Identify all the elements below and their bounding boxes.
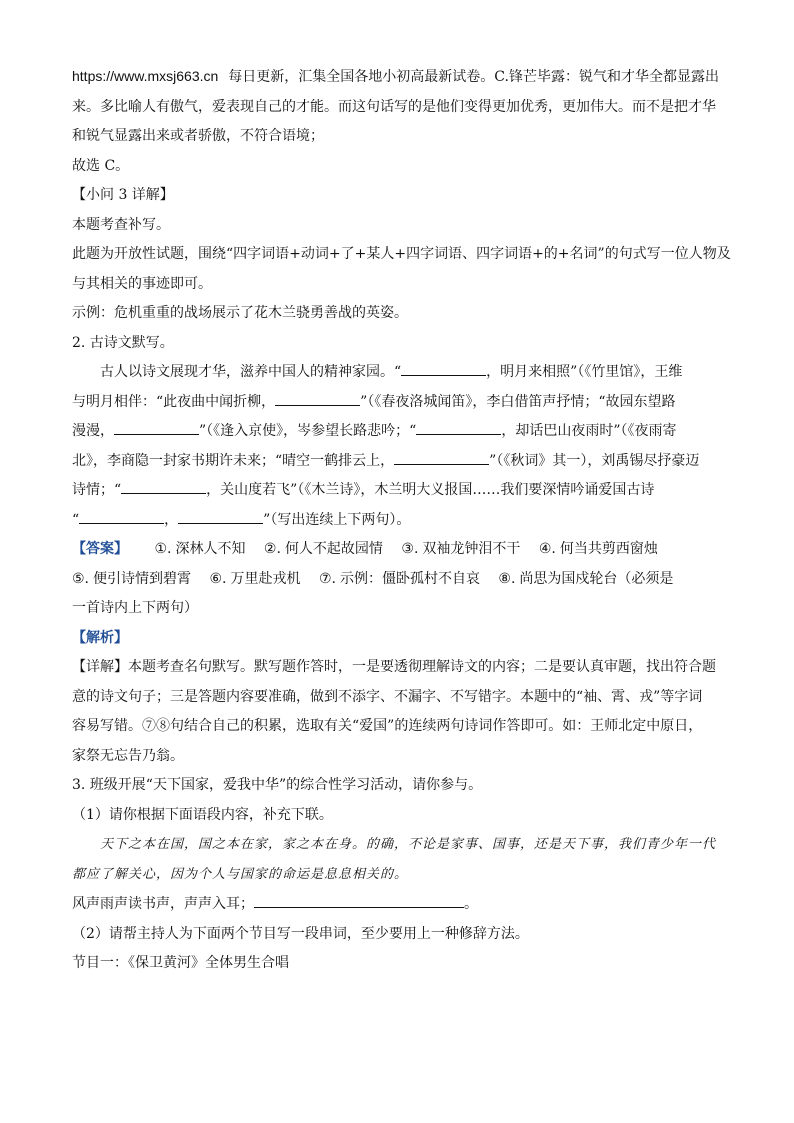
q3-desc-1: 此题为开放性试题，围绕“四字词语+动词+了+某人+四字词语、四字词语+的+名词”的句式写一位人物及 [72, 246, 731, 262]
answer-number: ④. [538, 541, 556, 557]
document-page [72, 62, 732, 979]
answer-item-4 [539, 535, 658, 565]
poem-text: ”（《逢入京使》，岑参望长路悲吟；“ [199, 423, 417, 439]
answer-number: ⑦. [318, 570, 336, 587]
answer-row-1 [72, 535, 732, 565]
poem-text: “ [72, 511, 80, 528]
poem-text: 古人以诗文展现才华，滋养中国人的精神家园。“ [100, 364, 402, 380]
section-3-q2: （2）请帮主持人为下面两个节目写一段串词，至少要用上一种修辞方法。 [72, 925, 529, 942]
poem-para-line-1 [72, 358, 732, 388]
answer-text: 何人不起故园情 [284, 541, 383, 557]
poem-text: 漫漫， [72, 423, 114, 439]
poem-para-line-6 [72, 506, 732, 536]
poem-para-line-5 [72, 476, 732, 506]
poem-text: 诗情；“ [72, 482, 122, 498]
answer-number: ②. [263, 541, 281, 557]
answer-number: ①. [154, 541, 172, 557]
answer-text: 深林人不知 [175, 541, 246, 557]
quote-line-1: 天下之本在国，国之本在家，家之本在身。的确，不论是家事、国事，还是天下事，我们青少年一代 [100, 837, 717, 852]
poem-para-line-2 [72, 388, 732, 418]
answer-number: ③. [401, 541, 419, 557]
header-line-3: 和锐气显露出来或者骄傲，不符合语境； [72, 128, 324, 144]
poem-text: ，明月来相照”（《竹里馆》，王维 [486, 364, 683, 380]
answer-blank-4[interactable] [416, 420, 501, 435]
poem-text: 北》，李商隐一封家书期许未来；“晴空一鹤排云上， [72, 452, 395, 469]
answer-item-5 [72, 565, 191, 595]
couplet-blank[interactable] [254, 893, 464, 908]
answer-item-2 [264, 535, 383, 565]
answer-text: 示例：僵卧孤村不自哀 [339, 570, 480, 587]
answer-blank-8[interactable] [178, 509, 263, 524]
answer-tag: 【答案】 [72, 541, 128, 557]
answer-blank-5[interactable] [394, 450, 489, 465]
poem-para-line-4 [72, 447, 732, 477]
answer-item-8 [498, 565, 673, 595]
analysis-line-3: 容易写错。⑦⑧句结合自己的积累，选取有关“爱国”的连续两句诗词作答即可。如：王师北定中原日， [72, 718, 703, 734]
program-1: 节目一：《保卫黄河》全体男生合唱 [72, 955, 289, 971]
analysis-line-2: 意的诗文句子；三是答题内容要准确，做到不添字、不漏字、不写错字。本题中的“袖、霄、戎”等字词 [72, 688, 703, 705]
q3-topic: 本题考查补写。 [72, 216, 170, 233]
answer-item-1 [154, 535, 245, 565]
poem-para-line-3 [72, 417, 732, 447]
answer-blank-7[interactable] [79, 509, 164, 524]
poem-text: 与明月相伴：“此夜曲中闻折柳， [72, 393, 276, 410]
answer-text: 便引诗情到碧霄 [93, 570, 192, 587]
answer-blank-3[interactable] [114, 420, 199, 435]
q3-desc-2: 与其相关的事迹即可。 [72, 275, 212, 292]
answer-item-3 [401, 535, 520, 565]
poem-text: ，却话巴山夜雨时”（《夜雨寄 [501, 423, 677, 439]
analysis-tag: 【解析】 [72, 629, 128, 646]
header-line-1 [72, 62, 732, 93]
answer-blank-6[interactable] [121, 479, 206, 494]
q3-heading: 【小问 3 详解】 [72, 187, 174, 203]
poem-text: ”（写出连续上下两句）。 [263, 511, 411, 528]
quote-line-2: 都应了解关心，因为个人与国家的命运是息息相关的。 [72, 867, 409, 882]
answer-text: 尚思为国戍轮台（必须是 [519, 570, 674, 587]
analysis-line-4: 家祭无忘告乃翁。 [72, 747, 184, 764]
answer-number: ⑤. [72, 570, 90, 587]
answer-text: 万里赴戎机 [230, 570, 301, 587]
answer-blank-1[interactable] [401, 361, 486, 376]
section-3-title: 3. 班级开展“天下国家，爱我中华”的综合性学习活动，请你参与。 [72, 777, 483, 793]
answer-blank-2[interactable] [275, 391, 360, 406]
answer-item-6 [209, 565, 300, 595]
section-3-q1: （1）请你根据下面语段内容，补充下联。 [72, 806, 333, 823]
quote-passage [72, 830, 732, 890]
couplet-text: 。 [464, 896, 478, 912]
poem-text: ，关山度若飞”（《木兰诗》，木兰明大义报国……我们要深情吟诵爱国古诗 [206, 482, 655, 498]
section-2-title: 2. 古诗文默写。 [72, 334, 174, 351]
header-line-4: 故选 C。 [72, 157, 130, 174]
poem-text: ”（《秋词》其一），刘禹锡尽抒豪迈 [489, 452, 700, 469]
poem-text: ， [164, 511, 179, 528]
answer-item-7 [319, 565, 480, 595]
answer-number: ⑧. [498, 570, 516, 587]
q3-example: 示例：危机重重的战场展示了花木兰骁勇善战的英姿。 [72, 305, 408, 321]
header-text-1: 每日更新，汇集全国各地小初高最新试卷。C.锋芒毕露：锐气和才华全都显露出 [228, 69, 719, 85]
answer-number: ⑥. [209, 570, 227, 587]
answer-tail: 一首诗内上下两句） [72, 600, 198, 616]
analysis-line-1: 【详解】本题考查名句默写。默写题作答时，一是要透彻理解诗文的内容；二是要认真审题，找出符合题 [72, 659, 716, 675]
header-line-2: 来。多比喻人有傲气，爱表现自己的才能。而这句话写的是他们变得更加优秀，更加伟大。而不是把才华 [72, 98, 716, 115]
site-url-link[interactable]: https://www.mxsj663.cn [72, 68, 219, 84]
answer-text: 何当共剪西窗烛 [559, 541, 658, 557]
couplet-text: 风声雨声读书声，声声入耳； [72, 896, 254, 912]
couplet-line [72, 890, 732, 920]
poem-text: ”（《春夜洛城闻笛》，李白借笛声抒情；“故园东望路 [360, 393, 676, 410]
answer-text: 双袖龙钟泪不干 [422, 541, 521, 557]
answer-row-2 [72, 565, 732, 595]
